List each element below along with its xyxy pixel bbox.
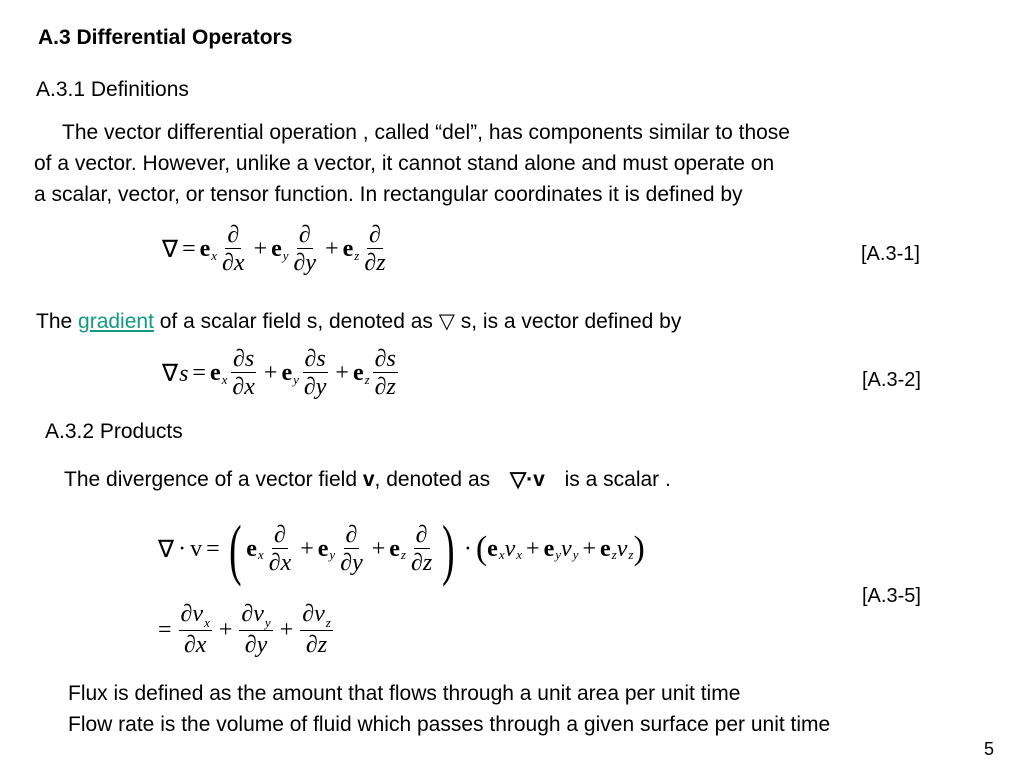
flow-rate-definition: Flow rate is the volume of fluid which passes through a given surface per unit time <box>68 713 831 736</box>
gradient-link[interactable]: gradient <box>78 310 154 333</box>
definition-line-1: The vector differential operation , called “del”, has components similar to those <box>62 121 790 144</box>
gradient-sentence <box>36 306 681 337</box>
equation-divergence-result: = $\frac{\partial v_x}{\partial x}$ + $\frac{\partial v_y}{\partial y}$ + $\frac{\partial v_z}{\partial z}$ <box>158 601 331 658</box>
page-number: 5 <box>983 739 994 759</box>
subsection-products-heading: A.3.2 Products <box>45 420 183 443</box>
gradient-sentence-end: of a scalar field s, denoted as ▽ s, is a vector defined by <box>153 310 682 333</box>
divergence-sentence <box>64 464 671 495</box>
definition-line-2: of a vector. However, unlike a vector, it cannot stand alone and must operate on <box>34 152 775 175</box>
definition-line-3: a scalar, vector, or tensor function. In rectangular coordinates it is defined by <box>34 183 743 206</box>
equation-divergence-expansion: ∇ · v = ( e x $\frac{\partial}{\partial x}$ + e y $\frac{\partial}{\partial y}$ + e z $\frac{\partial}{\partial z}$ ) · ( e x v x + e y v y + e z v z ) <box>158 511 645 587</box>
subsection-definitions-heading: A.3.1 Definitions <box>36 78 189 101</box>
equation-number-a3-1: [A.3-1] <box>861 243 920 265</box>
divergence-sentence-end: is a scalar . <box>558 468 671 491</box>
divergence-sentence-middle: , denoted as <box>374 468 496 491</box>
divergence-operator-symbol: ▽·v <box>509 468 545 491</box>
equation-number-a3-5: [A.3-5] <box>862 585 921 607</box>
vector-v-symbol: v <box>362 468 375 491</box>
flux-definition: Flux is defined as the amount that flows through a unit area per unit time <box>68 682 741 705</box>
gradient-sentence-start: The <box>36 310 79 333</box>
section-title: A.3 Differential Operators <box>38 26 293 49</box>
equation-del-definition: ∇ = e x $\frac{\partial}{\partial x}$ + e y $\frac{\partial}{\partial y}$ + e z $\frac{\partial}{\partial z}$ <box>162 222 386 276</box>
definition-paragraph <box>34 117 790 210</box>
equation-gradient-definition: ∇s = e x $\frac{\partial s}{\partial x}$ + e y $\frac{\partial s}{\partial y}$ + e z $\frac{\partial s}{\partial z}$ <box>162 346 396 400</box>
equation-number-a3-2: [A.3-2] <box>862 369 921 391</box>
divergence-sentence-start: The divergence of a vector field <box>64 468 363 491</box>
